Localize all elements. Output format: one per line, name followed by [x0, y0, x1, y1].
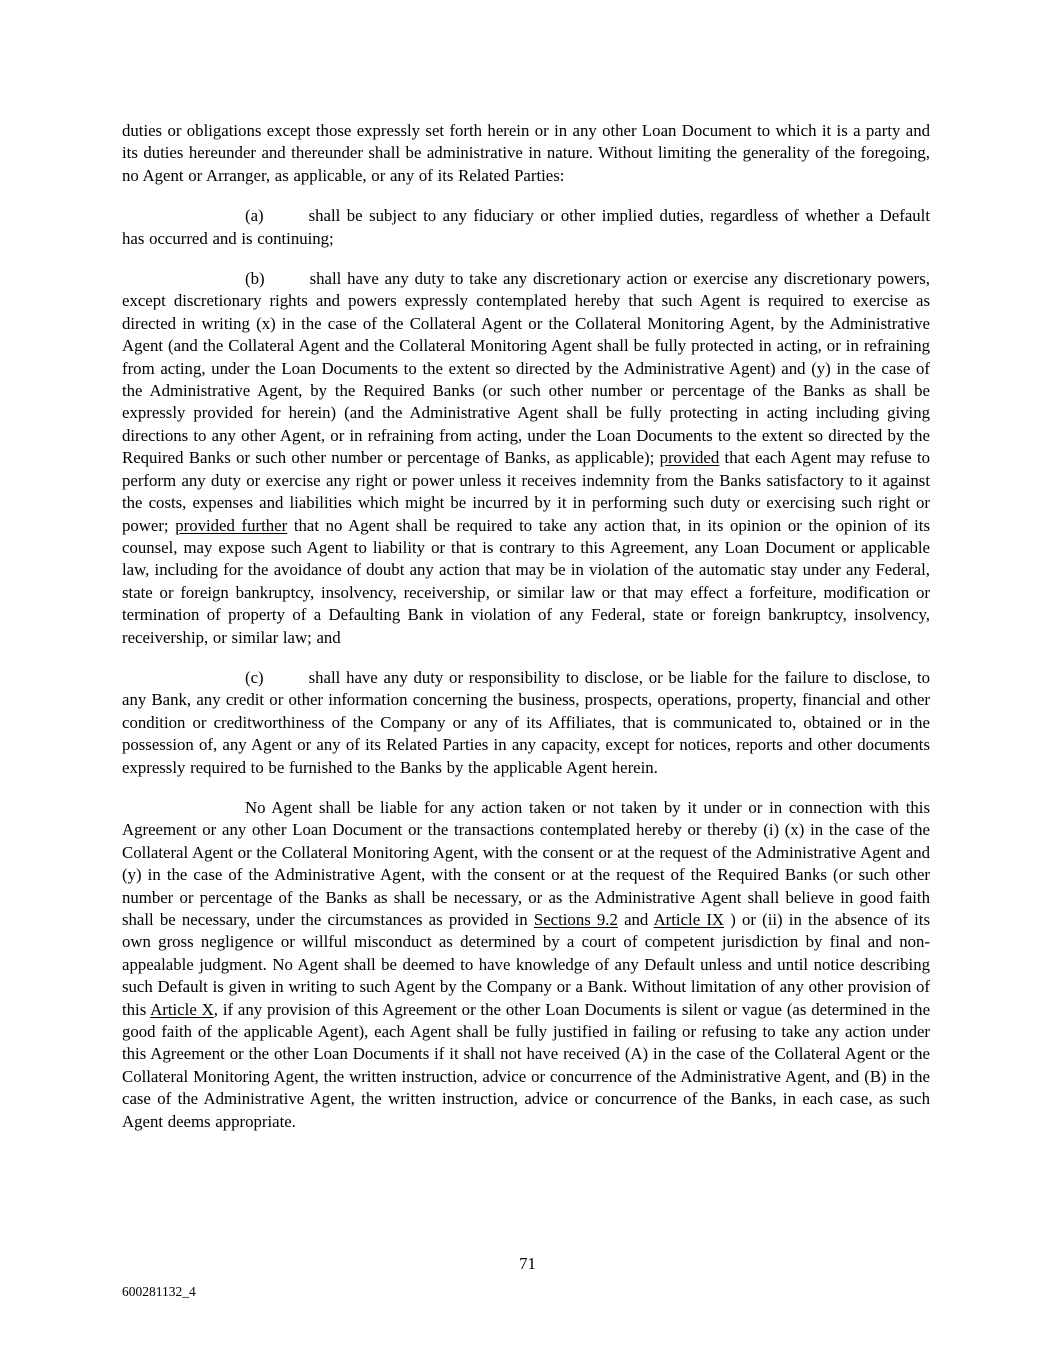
cross-reference-sections-9-2: Sections 9.2: [533, 910, 618, 929]
liability-text-1: No Agent shall be liable for any action taken or not taken by it under or in connection with this Agreement or any other Loan Document or the transactions contemplated hereby or thereby (i) (x) in the case of the Collateral Agent or the Collateral Monitoring Agent, with the consent or at the request of the Administrative Agent and (y) in the case of the Administrative Agent, with the consent or at the request of the Required Banks (or such other number or percentage of the Banks as shall be necessary, or as the Administrative Agent shall believe in good faith shall be necessary, under the circumstances as provided in: [122, 797, 930, 929]
underlined-term-provided-further: provided further: [175, 515, 288, 535]
clause-c-text: shall have any duty or responsibility to disclose, or be liable for the failure to disclose, to any Bank, any credit or other information concerning the business, prospects, operations, property, financial and other condition or creditworthiness of the Company or any of its Affiliates, that is communicated to, obtained or in the possession of, any Agent or any of its Related Parties in any capacity, except for notices, reports and other documents expressly required to be furnished to the Banks by the applicable Agent herein.: [122, 667, 930, 777]
clause-b: [122, 268, 930, 649]
page-number: 71: [519, 1254, 536, 1273]
document-control-number: 600281132_4: [122, 1284, 196, 1299]
clause-b-label: (b): [245, 269, 265, 289]
clause-c: [122, 667, 930, 779]
cross-reference-article-x: Article X: [150, 999, 214, 1019]
paragraph-continuation-text: duties or obligations except those expressly set forth herein or in any other Loan Document to which it is a party and its duties hereunder and thereunder shall be administrative in nature. Without limiting the generality of the foregoing, no Agent or Arranger, as applicable, or any of its Related Parties:: [122, 121, 930, 185]
clause-b-text-3: that no Agent shall be required to take any action that, in its opinion or the opinion of its counsel, may expose such Agent to liability or that is contrary to this Agreement, any Loan Document or applicable law, including for the avoidance of doubt any action that may be in violation of the automatic stay under any Federal, state or foreign bankruptcy, insolvency, receivership, or similar law or that may effect a forfeiture, modification or termination of property of a Defaulting Bank in violation of any Federal, state or foreign bankruptcy, insolvency, receivership, or similar law; and: [122, 515, 930, 647]
liability-text-4: , if any provision of this Agreement or the other Loan Documents is silent or vague (as determined in the good faith of the applicable Agent), each Agent shall be fully justified in failing or refusing to take any action under this Agreement or the other Loan Documents if it shall not have received (A) in the case of the Collateral Agent or the Collateral Monitoring Agent, the written instruction, advice or concurrence of the Administrative Agent, and (B) in the case of the Administrative Agent, the written instruction, advice or concurrence of the Banks, in each case, as such Agent deems appropriate.: [122, 999, 931, 1131]
clause-a: [122, 205, 930, 250]
paragraph-no-agent-liability: [122, 797, 930, 1133]
liability-text-3: ) or (ii) in the absence of its own gross negligence or willful misconduct as determined by a court of competent jurisdiction by final and non-appealable judgment. No Agent shall be deemed to have knowledge of any Default unless and until notice describing such Default is given in writing to such Agent by the Company or a Bank. Without limitation of any other provision of this: [122, 910, 930, 1019]
clause-a-text: shall be subject to any fiduciary or other implied duties, regardless of whether a Default has occurred and is continuing;: [122, 206, 930, 248]
liability-text-2: and: [617, 910, 654, 929]
clause-b-text-1: shall have any duty to take any discretionary action or exercise any discretionary powers, except discretionary rights and powers expressly contemplated hereby that such Agent is required to exercise as directed in writing (x) in the case of the Collateral Agent or the Collateral Monitoring Agent, by the Administrative Agent (and the Collateral Agent and the Collateral Monitoring Agent shall be fully protected in acting, or in refraining from acting, under the Loan Documents to the extent so directed by the Administrative Agent) and (y) in the case of the Administrative Agent, by the Required Banks (or such other number or percentage of the Banks as shall be expressly provided for herein) (and the Administrative Agent shall be fully protecting in acting including giving directions to any other Agent, or in refraining from acting, under the Loan Documents to the extent so directed by the Required Banks or such other number or percentage of Banks, as applicable);: [122, 269, 930, 468]
document-body: [122, 120, 930, 1133]
clause-b-text-2: that each Agent may refuse to perform any duty or exercise any right or power unless it receives indemnity from the Banks satisfactory to it against the costs, expenses and liabilities which might be incurred by it in performing such duty or exercising such right or power;: [122, 448, 930, 535]
cross-reference-article-ix: Article IX: [653, 910, 725, 929]
underlined-term-provided: provided: [659, 448, 720, 468]
clause-c-label: (c): [245, 667, 264, 687]
paragraph-continuation: [122, 120, 930, 187]
clause-a-label: (a): [245, 206, 264, 226]
